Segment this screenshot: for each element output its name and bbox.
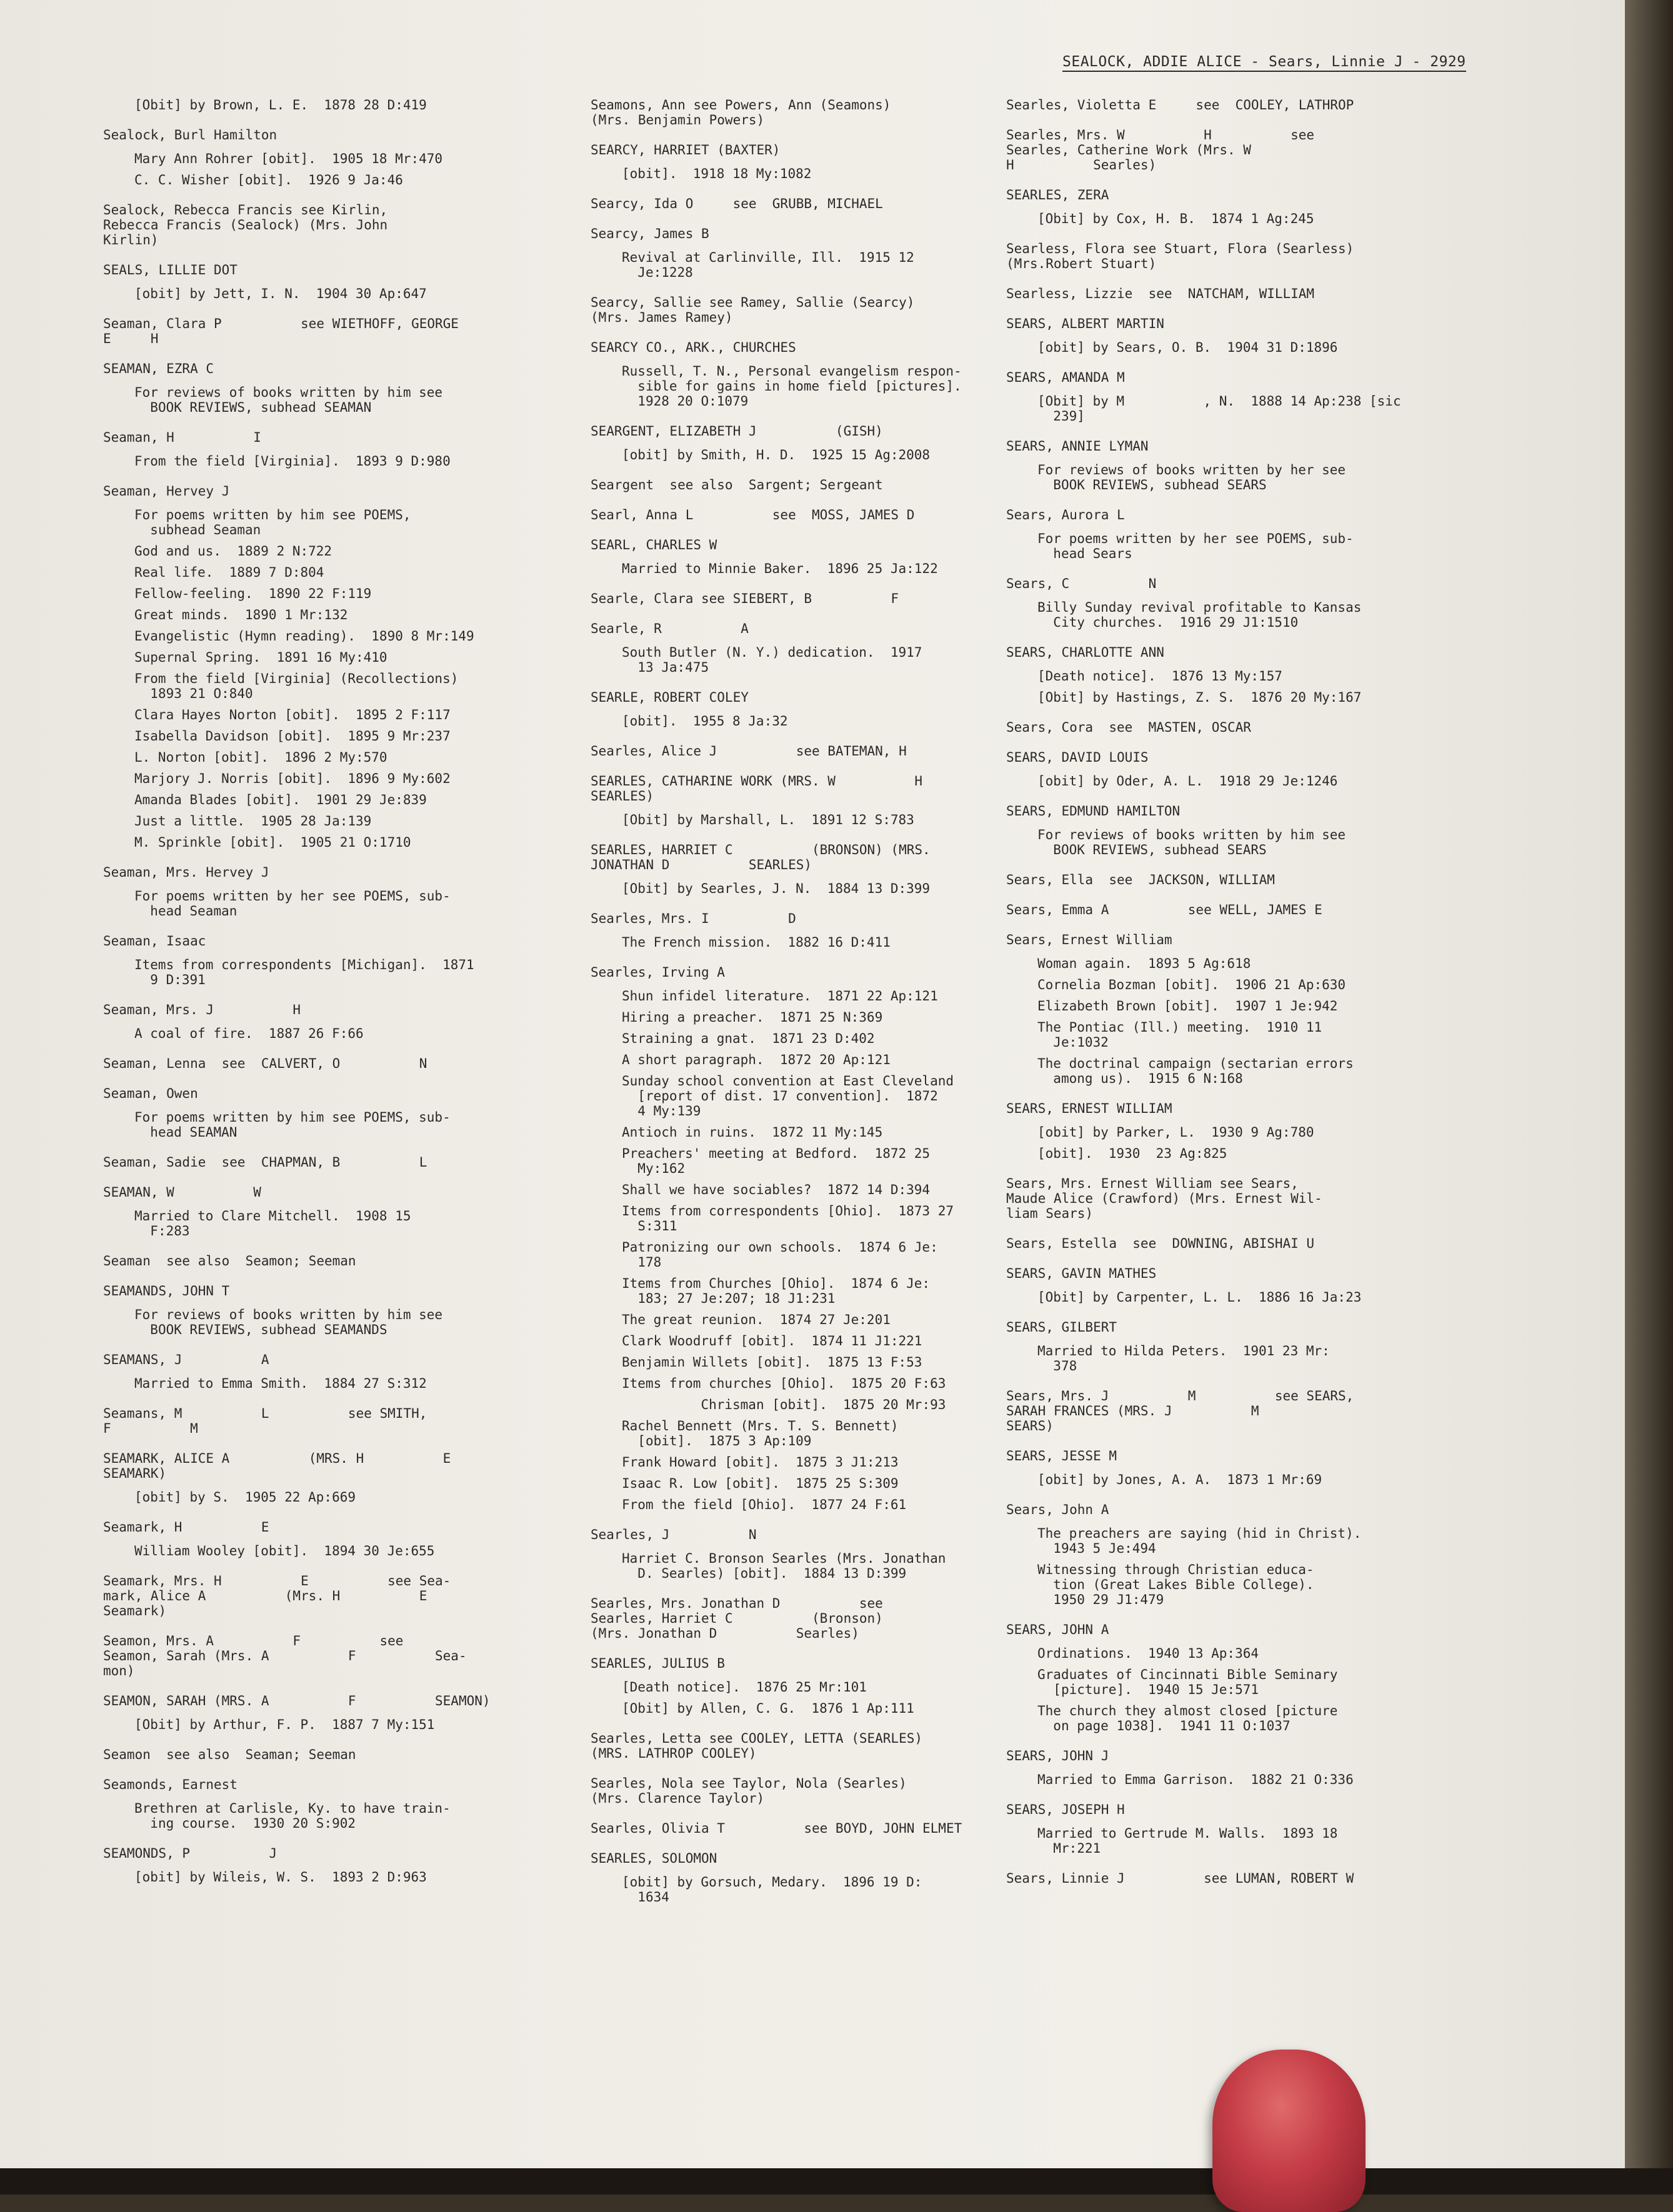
index-entry (591, 1731, 1003, 1761)
citation-line: Items from churches [Ohio]. 1875 20 F:63 (622, 1376, 946, 1391)
entry-heading: SEARS, ERNEST WILLIAM (1006, 1101, 1172, 1116)
index-entry (1006, 1236, 1419, 1251)
index-entry (103, 1693, 516, 1732)
index-entry (591, 774, 1003, 827)
entry-heading: SEARGENT, ELIZABETH J (GISH) (591, 424, 883, 439)
entry-heading: SEARS, ALBERT MARTIN (1006, 316, 1164, 331)
citation-line: God and us. 1889 2 N:722 (134, 544, 332, 559)
entry-heading: Searcy, Ida O see GRUBB, MICHAEL (591, 196, 883, 211)
entry-heading: SEARLES, SOLOMON (591, 1851, 717, 1866)
citation-line: C. C. Wisher [obit]. 1926 9 Ja:46 (134, 172, 403, 187)
index-entry (1006, 1502, 1419, 1607)
entry-heading: SEAMANS, J A (103, 1352, 269, 1367)
citation-line: Marjory J. Norris [obit]. 1896 9 My:602 (134, 771, 451, 786)
entry-heading: Searle, R A (591, 621, 749, 636)
entry-heading: SEAMARK, ALICE A (MRS. H E SEAMARK) (103, 1451, 451, 1481)
citation-line: [Obit] by Hastings, Z. S. 1876 20 My:167 (1037, 690, 1362, 705)
entry-heading: Seaman see also Seamon; Seeman (103, 1253, 356, 1268)
index-entry (103, 484, 516, 850)
citation-line: [Death notice]. 1876 13 My:157 (1037, 669, 1282, 684)
citation-line: Billy Sunday revival profitable to Kansas City churches. 1916 29 J1:1510 (1037, 600, 1362, 630)
entry-heading: Sears, Ernest William (1006, 932, 1172, 947)
index-entry (1006, 241, 1419, 271)
entry-heading: Searles, Mrs. W H see Searles, Catherine Work (Mrs. W H Searles) (1006, 127, 1315, 172)
citation-line: Real life. 1889 7 D:804 (134, 565, 324, 580)
index-entry (591, 842, 1003, 896)
citation-line: South Butler (N. Y.) dedication. 1917 13 Ja:475 (622, 645, 922, 675)
index-entry (103, 1406, 516, 1436)
citation-line: [Obit] by M , N. 1888 14 Ap:238 [sic 239] (1037, 394, 1401, 424)
entry-heading: SEAMAN, EZRA C (103, 361, 214, 376)
entry-heading: Searles, Letta see COOLEY, LETTA (SEARLES) (MRS. LATHROP COOLEY) (591, 1731, 923, 1761)
citation-line: Items from Churches [Ohio]. 1874 6 Je: 183; 27 Je:207; 18 J1:231 (622, 1276, 931, 1306)
index-entry (1006, 750, 1419, 789)
index-entry (1006, 316, 1419, 355)
index-entry (1006, 1101, 1419, 1161)
citation-line: [obit] by Jones, A. A. 1873 1 Mr:69 (1037, 1472, 1322, 1487)
entry-heading: SEARS, GILBERT (1006, 1320, 1117, 1335)
citation-line: Married to Hilda Peters. 1901 23 Mr: 378 (1037, 1343, 1330, 1373)
entry-heading: Sears, Emma A see WELL, JAMES E (1006, 902, 1322, 917)
citation-line: Great minds. 1890 1 Mr:132 (134, 607, 348, 622)
entry-heading: Searles, Alice J see BATEMAN, H (591, 744, 907, 759)
citation-line: Rachel Bennett (Mrs. T. S. Bennett) [obit]. 1875 3 Ap:109 (622, 1418, 899, 1448)
index-entry (103, 1155, 516, 1170)
entry-heading: Seaman, Sadie see CHAPMAN, B L (103, 1155, 427, 1170)
index-entry (1006, 1622, 1419, 1733)
entry-heading: Seamonds, Earnest (103, 1777, 237, 1792)
citation-line: Brethren at Carlisle, Ky. to have train- ing course. 1930 20 S:902 (134, 1801, 451, 1831)
index-entry (1006, 1802, 1419, 1856)
index-column-3 (1006, 97, 1419, 1901)
citation-line: [obit] by Parker, L. 1930 9 Ag:780 (1037, 1125, 1314, 1140)
entry-heading: Searle, Clara see SIEBERT, B F (591, 591, 899, 606)
index-entry (103, 1520, 516, 1558)
index-entry (1006, 286, 1419, 301)
entry-heading: Searles, Olivia T see BOYD, JOHN ELMET (591, 1821, 962, 1836)
index-entry (103, 1846, 516, 1885)
index-entry (591, 1596, 1003, 1641)
index-entry (1006, 439, 1419, 492)
index-entry (103, 1451, 516, 1505)
index-entry (103, 1185, 516, 1238)
index-entry (591, 97, 1003, 127)
citation-line: Cornelia Bozman [obit]. 1906 21 Ap:630 (1037, 977, 1346, 992)
index-entry (103, 202, 516, 247)
citation-line: For reviews of books written by her see BOOK REVIEWS, subhead SEARS (1037, 462, 1346, 492)
index-entry (591, 340, 1003, 409)
entry-heading: SEARLES, JULIUS B (591, 1656, 725, 1671)
index-entry (1006, 370, 1419, 424)
index-entry (103, 1573, 516, 1618)
index-entry (591, 295, 1003, 325)
citation-line: The doctrinal campaign (sectarian errors among us). 1915 6 N:168 (1037, 1056, 1354, 1086)
index-entry (103, 262, 516, 301)
entry-heading: Seaman, Lenna see CALVERT, O N (103, 1056, 427, 1071)
index-entry (591, 591, 1003, 606)
index-entry (103, 127, 516, 187)
citation-line: [Death notice]. 1876 25 Mr:101 (622, 1680, 867, 1695)
entry-heading: Seamons, Ann see Powers, Ann (Seamons) (Mrs. Benjamin Powers) (591, 97, 891, 127)
citation-line: M. Sprinkle [obit]. 1905 21 O:1710 (134, 835, 411, 850)
citation-line: [Obit] by Carpenter, L. L. 1886 16 Ja:23 (1037, 1290, 1362, 1305)
citation-line: Supernal Spring. 1891 16 My:410 (134, 650, 387, 665)
citation-line: For reviews of books written by him see BOOK REVIEWS, subhead SEAMANDS (134, 1307, 443, 1337)
citation-line: [Obit] by Marshall, L. 1891 12 S:783 (622, 812, 914, 827)
citation-line: [obit] by Sears, O. B. 1904 31 D:1896 (1037, 340, 1338, 355)
entry-heading: Sealock, Burl Hamilton (103, 127, 277, 142)
entry-heading: SEARS, JOHN J (1006, 1748, 1109, 1763)
entry-heading: SEARS, JOSEPH H (1006, 1802, 1125, 1817)
index-entry (103, 97, 516, 112)
citation-line: For poems written by her see POEMS, sub- head Sears (1037, 531, 1354, 561)
citation-line: [obit]. 1918 18 My:1082 (622, 166, 812, 181)
citation-line: For poems written by him see POEMS, sub- head SEAMAN (134, 1110, 451, 1140)
entry-heading: Searles, Mrs. Jonathan D see Searles, Harriet C (Bronson) (Mrs. Jonathan D Searles) (591, 1596, 883, 1641)
page-edge-shadow (1625, 0, 1673, 2195)
citation-line: William Wooley [obit]. 1894 30 Je:655 (134, 1543, 435, 1558)
entry-heading: Sears, C N (1006, 576, 1157, 591)
entry-heading: Seamon see also Seaman; Seeman (103, 1747, 356, 1762)
index-entry (1006, 872, 1419, 887)
citation-line: Woman again. 1893 5 Ag:618 (1037, 956, 1251, 971)
index-column-1 (103, 97, 516, 1900)
entry-heading: SEARS, GAVIN MATHES (1006, 1266, 1157, 1281)
index-entry (1006, 932, 1419, 1086)
entry-heading: Searles, Mrs. I D (591, 911, 796, 926)
index-entry (591, 1776, 1003, 1806)
entry-heading: Searless, Lizzie see NATCHAM, WILLIAM (1006, 286, 1315, 301)
citation-line: From the field [Virginia]. 1893 9 D:980 (134, 454, 451, 469)
entry-heading: Searless, Flora see Stuart, Flora (Searless) (Mrs.Robert Stuart) (1006, 241, 1354, 271)
entry-heading: SEAMONDS, P J (103, 1846, 277, 1861)
entry-heading: SEALS, LILLIE DOT (103, 262, 237, 277)
index-entry (103, 934, 516, 987)
index-entry (1006, 1320, 1419, 1373)
entry-heading: Searl, Anna L see MOSS, JAMES D (591, 507, 915, 522)
entry-heading: Seamark, Mrs. H E see Sea- mark, Alice A (Mrs. H E Seamark) (103, 1573, 451, 1618)
entry-heading: Seaman, Mrs. Hervey J (103, 865, 269, 880)
citation-line: The great reunion. 1874 27 Je:201 (622, 1312, 891, 1327)
index-entry (1006, 804, 1419, 857)
background-strip (0, 2168, 1673, 2195)
index-entry (1006, 187, 1419, 226)
index-entry (103, 361, 516, 415)
index-entry (1006, 1176, 1419, 1221)
entry-heading: SEARLES, HARRIET C (BRONSON) (MRS. JONATHAN D SEARLES) (591, 842, 931, 872)
entry-heading: Seamans, M L see SMITH, F M (103, 1406, 427, 1436)
entry-heading: SEARL, CHARLES W (591, 537, 717, 552)
citation-line: Preachers' meeting at Bedford. 1872 25 My:162 (622, 1146, 931, 1176)
citation-line: Russell, T. N., Personal evangelism respon- sible for gains in home field [pictures]. 1928 20 O:1079 (622, 364, 962, 409)
citation-line: Married to Emma Garrison. 1882 21 O:336 (1037, 1772, 1354, 1787)
entry-heading: Seaman, H I (103, 430, 261, 445)
index-entry (591, 1851, 1003, 1905)
entry-heading: SEARLES, CATHARINE WORK (MRS. W H SEARLES) (591, 774, 923, 804)
citation-line: Married to Minnie Baker. 1896 25 Ja:122 (622, 561, 938, 576)
index-entry (103, 1253, 516, 1268)
index-entry (1006, 1748, 1419, 1787)
citation-line: Graduates of Cincinnati Bible Seminary [picture]. 1940 15 Je:571 (1037, 1667, 1338, 1697)
entry-heading: Seaman, Mrs. J H (103, 1002, 301, 1017)
citation-line: Isabella Davidson [obit]. 1895 9 Mr:237 (134, 729, 451, 744)
index-entry (1006, 645, 1419, 705)
entry-heading: Searles, Violetta E see COOLEY, LATHROP (1006, 97, 1354, 112)
index-entry (591, 1656, 1003, 1716)
citation-line: A coal of fire. 1887 26 F:66 (134, 1026, 364, 1041)
citation-line: Ordinations. 1940 13 Ap:364 (1037, 1646, 1259, 1661)
citation-line: The Pontiac (Ill.) meeting. 1910 11 Je:1032 (1037, 1020, 1322, 1050)
citation-line: Benjamin Willets [obit]. 1875 13 F:53 (622, 1355, 922, 1370)
citation-line: Just a little. 1905 28 Ja:139 (134, 814, 372, 829)
citation-line: From the field [Ohio]. 1877 24 F:61 (622, 1497, 907, 1512)
index-entry (1006, 720, 1419, 735)
index-entry (103, 1002, 516, 1041)
index-entry (591, 196, 1003, 211)
citation-line: [obit] by Jett, I. N. 1904 30 Ap:647 (134, 286, 427, 301)
index-entry (591, 744, 1003, 759)
citation-line: Items from correspondents [Ohio]. 1873 27 S:311 (622, 1203, 954, 1233)
entry-heading: Searles, Irving A (591, 965, 725, 980)
index-entry (103, 1056, 516, 1071)
index-entry (591, 1527, 1003, 1581)
index-entry (591, 507, 1003, 522)
index-entry (103, 1777, 516, 1831)
citation-line: [Obit] by Brown, L. E. 1878 28 D:419 (134, 97, 427, 112)
citation-line: Sunday school convention at East Cleveland [report of dist. 17 convention]. 1872 4 My:139 (622, 1074, 954, 1118)
citation-line: From the field [Virginia] (Recollections) 1893 21 O:840 (134, 671, 459, 701)
entry-heading: SEARCY, HARRIET (BAXTER) (591, 142, 781, 157)
index-entry (591, 1821, 1003, 1836)
entry-heading: SEARS, DAVID LOUIS (1006, 750, 1149, 765)
citation-line: [obit] by Smith, H. D. 1925 15 Ag:2008 (622, 447, 931, 462)
entry-heading: Sears, Mrs. Ernest William see Sears, Maude Alice (Crawford) (Mrs. Ernest Wil- liam Sears) (1006, 1176, 1322, 1221)
index-entry (103, 1283, 516, 1337)
citation-line: Shall we have sociables? 1872 14 D:394 (622, 1182, 931, 1197)
entry-heading: SEARS, EDMUND HAMILTON (1006, 804, 1181, 819)
index-entry (591, 424, 1003, 462)
entry-heading: SEARS, AMANDA M (1006, 370, 1125, 385)
citation-line: Elizabeth Brown [obit]. 1907 1 Je:942 (1037, 999, 1338, 1014)
index-entry (591, 911, 1003, 950)
entry-heading: SEARS, JESSE M (1006, 1448, 1117, 1463)
index-entry (591, 477, 1003, 492)
citation-line: L. Norton [obit]. 1896 2 My:570 (134, 750, 387, 765)
index-entry (591, 226, 1003, 280)
citation-line: [Obit] by Searles, J. N. 1884 13 D:399 (622, 881, 931, 896)
citation-line: [obit]. 1930 23 Ag:825 (1037, 1146, 1227, 1161)
citation-line: [Obit] by Cox, H. B. 1874 1 Ag:245 (1037, 211, 1314, 226)
entry-heading: Searles, Nola see Taylor, Nola (Searles) (Mrs. Clarence Taylor) (591, 1776, 907, 1806)
citation-line: [obit] by Wileis, W. S. 1893 2 D:963 (134, 1870, 427, 1885)
thumb (1212, 2050, 1366, 2212)
citation-line: For poems written by him see POEMS, subhead Seaman (134, 507, 411, 537)
citation-line: The preachers are saying (hid in Christ). 1943 5 Je:494 (1037, 1526, 1362, 1556)
citation-line: [obit] by Oder, A. L. 1918 29 Je:1246 (1037, 774, 1338, 789)
index-entry (1006, 1388, 1419, 1433)
running-header: SEALOCK, ADDIE ALICE - Sears, Linnie J - 2929 (1062, 54, 1466, 72)
index-entry (103, 1352, 516, 1391)
entry-heading: Sears, Ella see JACKSON, WILLIAM (1006, 872, 1275, 887)
entry-heading: SEAMON, SARAH (MRS. A F SEAMON) (103, 1693, 491, 1708)
citation-line: Revival at Carlinville, Ill. 1915 12 Je:1228 (622, 250, 914, 280)
citation-line: A short paragraph. 1872 20 Ap:121 (622, 1052, 891, 1067)
citation-line: Items from correspondents [Michigan]. 1871 9 D:391 (134, 957, 474, 987)
entry-heading: Sears, Estella see DOWNING, ABISHAI U (1006, 1236, 1315, 1251)
citation-line: Antioch in ruins. 1872 11 My:145 (622, 1125, 883, 1140)
entry-heading: Seaman, Isaac (103, 934, 206, 949)
entry-heading: SEARLE, ROBERT COLEY (591, 690, 749, 705)
entry-heading: Seamon, Mrs. A F see Seamon, Sarah (Mrs. A F Sea- mon) (103, 1633, 467, 1678)
entry-heading: SEARS, CHARLOTTE ANN (1006, 645, 1164, 660)
citation-line: Married to Clare Mitchell. 1908 15 F:283 (134, 1208, 411, 1238)
entry-heading: SEARS, ANNIE LYMAN (1006, 439, 1149, 454)
index-entry (1006, 127, 1419, 172)
citation-line: Amanda Blades [obit]. 1901 29 Je:839 (134, 792, 427, 807)
index-entry (1006, 576, 1419, 630)
index-entry (103, 1633, 516, 1678)
citation-line: Patronizing our own schools. 1874 6 Je: 178 (622, 1240, 938, 1270)
index-entry (103, 1086, 516, 1140)
entry-heading: Sears, Cora see MASTEN, OSCAR (1006, 720, 1251, 735)
entry-heading: Seaman, Clara P see WIETHOFF, GEORGE E H (103, 316, 459, 346)
entry-heading: SEARLES, ZERA (1006, 187, 1109, 202)
citation-line: [Obit] by Arthur, F. P. 1887 7 My:151 (134, 1717, 435, 1732)
citation-line: Evangelistic (Hymn reading). 1890 8 Mr:149 (134, 629, 474, 644)
citation-line: Hiring a preacher. 1871 25 N:369 (622, 1010, 883, 1025)
citation-line: For reviews of books written by him see BOOK REVIEWS, subhead SEARS (1037, 827, 1346, 857)
entry-heading: Sears, John A (1006, 1502, 1109, 1517)
entry-heading: Seargent see also Sargent; Sergeant (591, 477, 883, 492)
citation-line: The church they almost closed [picture on page 1038]. 1941 11 O:1037 (1037, 1703, 1338, 1733)
citation-line: Married to Gertrude M. Walls. 1893 18 Mr:221 (1037, 1826, 1338, 1856)
citation-line: Clara Hayes Norton [obit]. 1895 2 F:117 (134, 707, 451, 722)
index-entry (1006, 97, 1419, 112)
citation-line: Mary Ann Rohrer [obit]. 1905 18 Mr:470 (134, 151, 443, 166)
entry-heading: Seaman, Hervey J (103, 484, 230, 499)
entry-heading: Sears, Mrs. J M see SEARS, SARAH FRANCES (MRS. J M SEARS) (1006, 1388, 1354, 1433)
index-column-2 (591, 97, 1003, 1920)
entry-heading: SEARCY CO., ARK., CHURCHES (591, 340, 796, 355)
index-entry (591, 621, 1003, 675)
entry-heading: SEAMANDS, JOHN T (103, 1283, 230, 1298)
citation-line: Frank Howard [obit]. 1875 3 J1:213 (622, 1455, 899, 1470)
entry-heading: Sears, Linnie J see LUMAN, ROBERT W (1006, 1871, 1354, 1886)
citation-line: [Obit] by Allen, C. G. 1876 1 Ap:111 (622, 1701, 914, 1716)
citation-line: Married to Emma Smith. 1884 27 S:312 (134, 1376, 427, 1391)
index-entry (103, 1747, 516, 1762)
index-entry (591, 537, 1003, 576)
index-entry (591, 690, 1003, 729)
citation-line: Straining a gnat. 1871 23 D:402 (622, 1031, 875, 1046)
citation-line: Harriet C. Bronson Searles (Mrs. Jonathan D. Searles) [obit]. 1884 13 D:399 (622, 1551, 946, 1581)
index-entry (103, 865, 516, 919)
citation-line: Clark Woodruff [obit]. 1874 11 J1:221 (622, 1333, 922, 1348)
citation-line: [obit] by S. 1905 22 Ap:669 (134, 1490, 356, 1505)
entry-heading: Searles, J N (591, 1527, 757, 1542)
citation-line: Witnessing through Christian educa- tion (Great Lakes Bible College). 1950 29 J1:479 (1037, 1562, 1314, 1607)
index-entry (1006, 1266, 1419, 1305)
citation-line: Chrisman [obit]. 1875 20 Mr:93 (622, 1397, 946, 1412)
index-entry (591, 965, 1003, 1512)
citation-line: Isaac R. Low [obit]. 1875 25 S:309 (622, 1476, 899, 1491)
citation-line: [obit]. 1955 8 Ja:32 (622, 714, 788, 729)
entry-heading: Seamark, H E (103, 1520, 269, 1535)
index-entry (1006, 1871, 1419, 1886)
entry-heading: SEAMAN, W W (103, 1185, 261, 1200)
citation-line: Fellow-feeling. 1890 22 F:119 (134, 586, 372, 601)
index-entry (1006, 1448, 1419, 1487)
index-entry (1006, 902, 1419, 917)
citation-line: For reviews of books written by him see BOOK REVIEWS, subhead SEAMAN (134, 385, 443, 415)
citation-line: Shun infidel literature. 1871 22 Ap:121 (622, 989, 938, 1004)
entry-heading: Sears, Aurora L (1006, 507, 1125, 522)
entry-heading: Searcy, James B (591, 226, 709, 241)
citation-line: [obit] by Gorsuch, Medary. 1896 19 D: 1634 (622, 1875, 922, 1905)
entry-heading: Searcy, Sallie see Ramey, Sallie (Searcy) (Mrs. James Ramey) (591, 295, 915, 325)
citation-line: The French mission. 1882 16 D:411 (622, 935, 891, 950)
entry-heading: Seaman, Owen (103, 1086, 198, 1101)
index-entry (1006, 507, 1419, 561)
index-entry (103, 430, 516, 469)
index-entry (103, 316, 516, 346)
citation-line: For poems written by her see POEMS, sub- head Seaman (134, 889, 451, 919)
entry-heading: Sealock, Rebecca Francis see Kirlin, Rebecca Francis (Sealock) (Mrs. John Kirlin) (103, 202, 388, 247)
entry-heading: SEARS, JOHN A (1006, 1622, 1109, 1637)
index-entry (591, 142, 1003, 181)
